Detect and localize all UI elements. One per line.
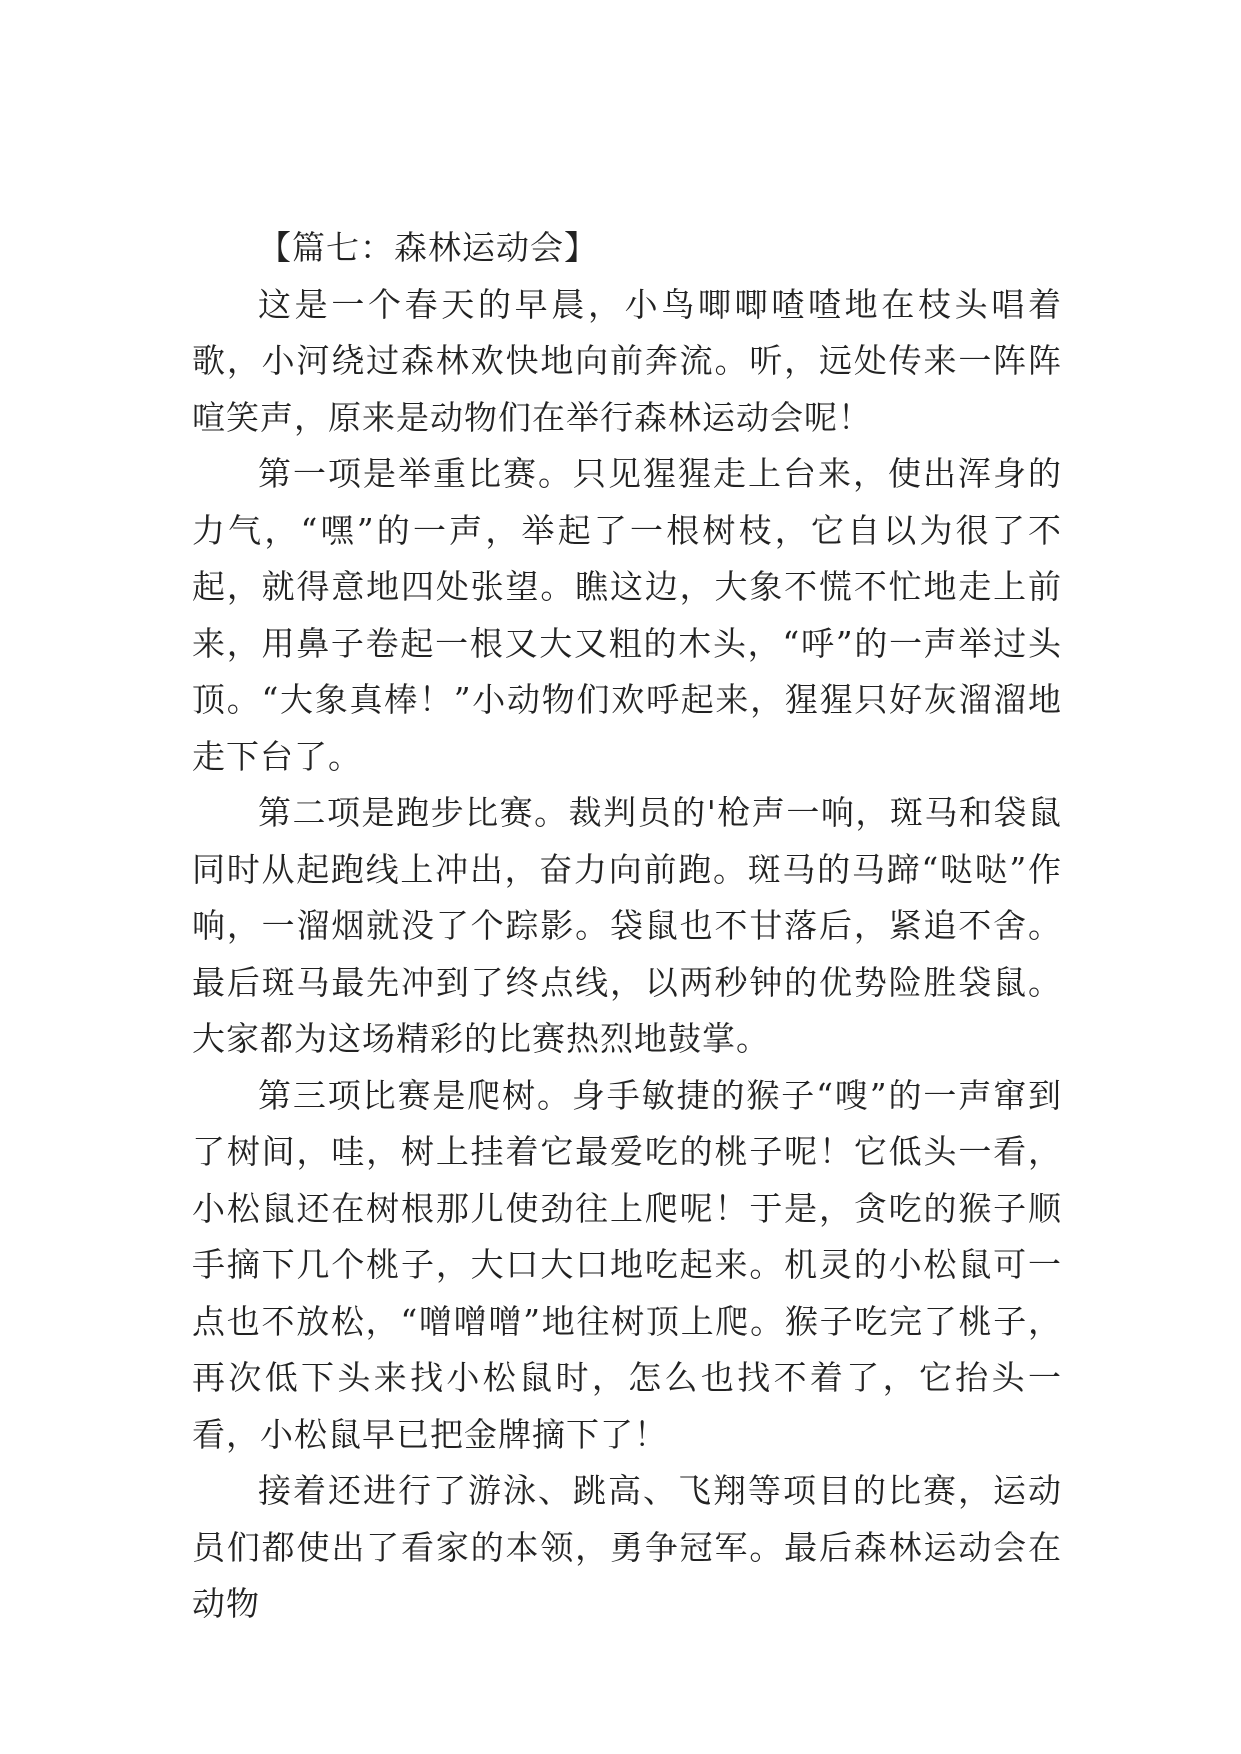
paragraph-3: 第二项是跑步比赛。裁判员的'枪声一响，斑马和袋鼠同时从起跑线上冲出，奋力向前跑。斑马的马蹄“哒哒”作响，一溜烟就没了个踪影。袋鼠也不甘落后，紧追不舍。最后斑马最先冲到了终点线，以两秒钟的优势险胜袋鼠。大家都为这场精彩的比赛热烈地鼓掌。 <box>192 793 1062 1058</box>
document-title: 【篇七：森林运动会】 <box>258 228 598 267</box>
paragraph-2: 第一项是举重比赛。只见猩猩走上台来，使出浑身的力气，“嘿”的一声，举起了一根树枝，它自以为很了不起，就得意地四处张望。瞧这边，大象不慌不忙地走上前来，用鼻子卷起一根又大又粗的木头，“呼”的一声举过头顶。“大象真棒！”小动物们欢呼起来，猩猩只好灰溜溜地走下台了。 <box>192 454 1062 776</box>
document-body <box>192 220 1062 1633</box>
paragraph-4: 第三项比赛是爬树。身手敏捷的猴子“嗖”的一声窜到了树间，哇，树上挂着它最爱吃的桃子呢！它低头一看，小松鼠还在树根那儿使劲往上爬呢！于是，贪吃的猴子顺手摘下几个桃子，大口大口地吃起来。机灵的小松鼠可一点也不放松，“噌噌噌”地往树顶上爬。猴子吃完了桃子，再次低下头来找小松鼠时，怎么也找不着了，它抬头一看，小松鼠早已把金牌摘下了！ <box>192 1075 1062 1454</box>
paragraph-5: 接着还进行了游泳、跳高、飞翔等项目的比赛，运动员们都使出了看家的本领，勇争冠军。最后森林运动会在动物 <box>192 1471 1062 1623</box>
paragraph-1: 这是一个春天的早晨，小鸟唧唧喳喳地在枝头唱着歌，小河绕过森林欢快地向前奔流。听，远处传来一阵阵喧笑声，原来是动物们在举行森林运动会呢！ <box>192 284 1062 437</box>
